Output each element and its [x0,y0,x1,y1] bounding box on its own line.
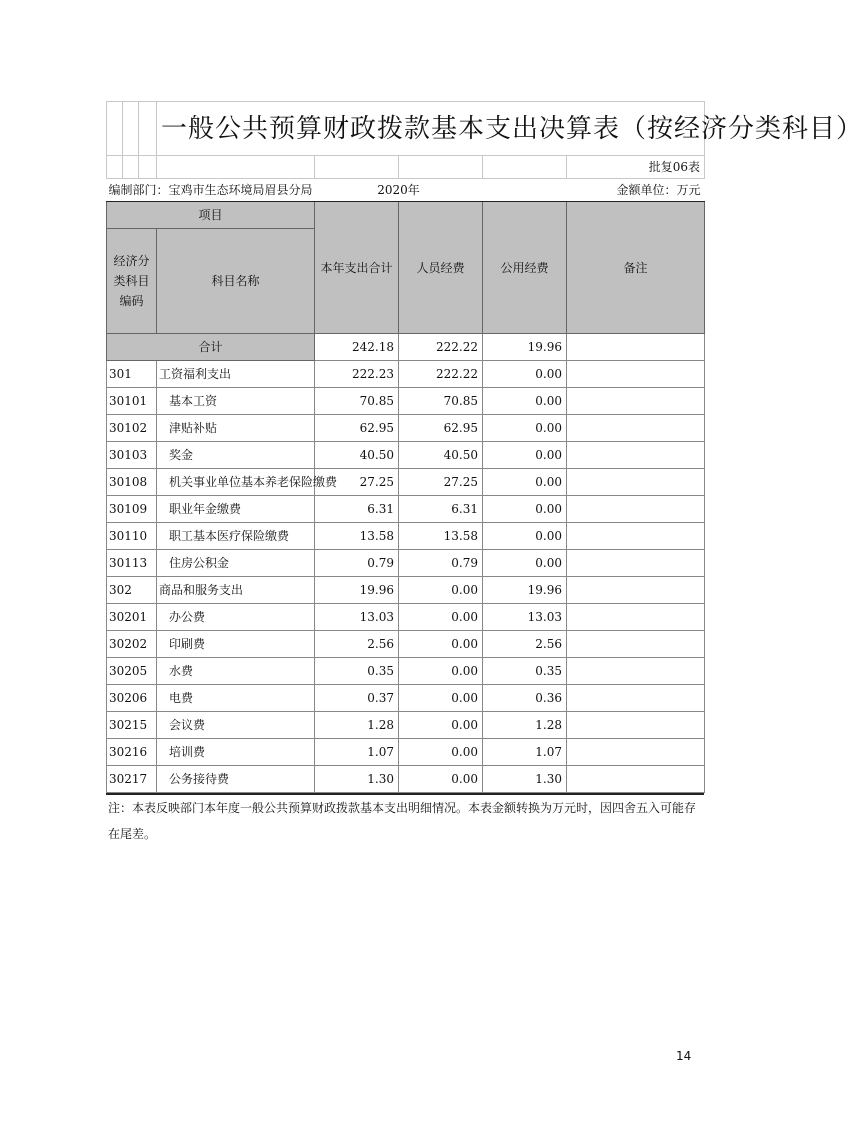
row-remark [567,658,705,685]
row-personnel: 0.00 [399,577,483,604]
page-title: 一般公共预算财政拨款基本支出决算表（按经济分类科目） [157,102,705,156]
row-total: 1.07 [315,739,399,766]
table-row [107,415,705,442]
row-remark [567,388,705,415]
amount-unit: 金额单位：万元 [567,179,705,202]
row-personnel: 13.58 [399,523,483,550]
row-remark [567,712,705,739]
table-row [107,550,705,577]
expenditure-table [106,101,863,793]
row-personnel: 0.00 [399,604,483,631]
row-remark [567,577,705,604]
row-name: 津贴补贴 [157,415,315,442]
row-code: 30216 [107,739,157,766]
row-public: 2.56 [483,631,567,658]
row-code: 30109 [107,496,157,523]
report-sheet [106,101,863,841]
row-personnel: 0.00 [399,712,483,739]
row-total: 6.31 [315,496,399,523]
row-public: 1.30 [483,766,567,793]
page-number: 14 [676,1049,692,1063]
row-remark [567,415,705,442]
row-public: 0.35 [483,658,567,685]
row-name: 工资福利支出 [157,361,315,388]
row-code: 30102 [107,415,157,442]
row-remark [567,685,705,712]
row-remark [567,604,705,631]
row-total: 27.25 [315,469,399,496]
row-personnel: 0.79 [399,550,483,577]
row-public: 0.00 [483,496,567,523]
table-row [107,388,705,415]
row-public: 0.00 [483,415,567,442]
row-public: 13.03 [483,604,567,631]
table-row [107,523,705,550]
row-public: 1.28 [483,712,567,739]
row-total: 13.58 [315,523,399,550]
row-total: 0.37 [315,685,399,712]
row-total: 222.23 [315,361,399,388]
row-personnel: 0.00 [399,658,483,685]
row-personnel: 0.00 [399,739,483,766]
table-row [107,361,705,388]
header-public: 公用经费 [483,202,567,334]
report-year: 2020年 [315,179,483,202]
row-public: 0.00 [483,388,567,415]
header-code: 经济分类科目编码 [107,229,157,334]
row-total: 70.85 [315,388,399,415]
row-total: 1.30 [315,766,399,793]
table-row [107,685,705,712]
table-row [107,577,705,604]
table-row [107,469,705,496]
row-code: 30201 [107,604,157,631]
table-row [107,712,705,739]
row-name: 机关事业单位基本养老保险缴费 [157,469,315,496]
row-code: 30215 [107,712,157,739]
row-code: 30113 [107,550,157,577]
row-name: 办公费 [157,604,315,631]
row-code: 30110 [107,523,157,550]
row-personnel: 6.31 [399,496,483,523]
header-personnel: 人员经费 [399,202,483,334]
row-name: 住房公积金 [157,550,315,577]
row-name: 培训费 [157,739,315,766]
row-code: 30108 [107,469,157,496]
row-code: 301 [107,361,157,388]
compiling-department: 编制部门：宝鸡市生态环境局眉县分局 [107,179,315,202]
row-name: 电费 [157,685,315,712]
table-row [107,496,705,523]
row-code: 30217 [107,766,157,793]
table-row [107,739,705,766]
row-total: 19.96 [315,577,399,604]
table-row [107,631,705,658]
table-row [107,442,705,469]
row-public: 0.36 [483,685,567,712]
row-total: 1.28 [315,712,399,739]
row-remark [567,469,705,496]
row-name: 印刷费 [157,631,315,658]
row-remark [567,739,705,766]
row-total: 0.79 [315,550,399,577]
row-code: 30103 [107,442,157,469]
header-total: 本年支出合计 [315,202,399,334]
row-personnel: 62.95 [399,415,483,442]
row-remark [567,631,705,658]
row-name: 职业年金缴费 [157,496,315,523]
row-public: 0.00 [483,469,567,496]
row-name: 基本工资 [157,388,315,415]
table-row [107,766,705,793]
row-total: 62.95 [315,415,399,442]
row-code: 30205 [107,658,157,685]
row-code: 30206 [107,685,157,712]
row-name: 会议费 [157,712,315,739]
row-personnel: 70.85 [399,388,483,415]
total-personnel: 222.22 [399,334,483,361]
row-total: 0.35 [315,658,399,685]
total-public: 19.96 [483,334,567,361]
row-public: 19.96 [483,577,567,604]
table-row [107,658,705,685]
row-name: 职工基本医疗保险缴费 [157,523,315,550]
row-total: 13.03 [315,604,399,631]
table-note: 注：本表反映部门本年度一般公共预算财政拨款基本支出明细情况。本表金额转换为万元时，因四舍五入可能存在尾差。 [106,793,704,821]
row-remark [567,550,705,577]
row-public: 1.07 [483,739,567,766]
row-code: 30202 [107,631,157,658]
row-code: 302 [107,577,157,604]
row-remark [567,766,705,793]
row-name: 公务接待费 [157,766,315,793]
row-personnel: 27.25 [399,469,483,496]
row-remark [567,361,705,388]
row-remark [567,523,705,550]
row-total: 40.50 [315,442,399,469]
table-row [107,604,705,631]
total-label: 合计 [107,334,315,361]
row-personnel: 0.00 [399,685,483,712]
row-total: 2.56 [315,631,399,658]
row-public: 0.00 [483,442,567,469]
row-name: 水费 [157,658,315,685]
row-remark [567,496,705,523]
row-remark [567,442,705,469]
row-public: 0.00 [483,361,567,388]
row-personnel: 40.50 [399,442,483,469]
total-amount: 242.18 [315,334,399,361]
header-name: 科目名称 [157,229,315,334]
row-personnel: 0.00 [399,631,483,658]
table-number: 批复06表 [567,156,705,179]
row-name: 奖金 [157,442,315,469]
row-name: 商品和服务支出 [157,577,315,604]
header-item: 项目 [107,202,315,229]
row-personnel: 0.00 [399,766,483,793]
header-remark: 备注 [567,202,705,334]
row-public: 0.00 [483,523,567,550]
row-code: 30101 [107,388,157,415]
row-public: 0.00 [483,550,567,577]
row-personnel: 222.22 [399,361,483,388]
